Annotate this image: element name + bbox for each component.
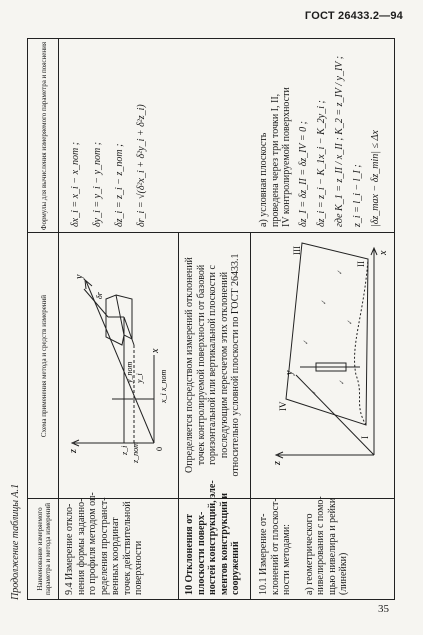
axis-label-z: z (68, 449, 79, 453)
rotated-table-page (10, 30, 395, 610)
svg-text:✓: ✓ (302, 339, 310, 345)
axis-label-x: x (378, 250, 389, 255)
svg-text:✓: ✓ (310, 389, 318, 395)
axis-label-y: y (284, 370, 295, 375)
table (27, 38, 395, 600)
coordinate-measurement-diagram (62, 237, 170, 495)
label-z-nom: z_nom (131, 442, 140, 463)
label-x-nom: x_nom (159, 369, 168, 391)
row-9-4-formulas: δx_i = x_i − x_nom ; δy_i = y_i − y_nom ; δz_i = z_i − z_nom ; δr_i = √(δ²x_i + δ²y_i + δ²z_i) (70, 104, 147, 227)
standard-code: ГОСТ 26433.2—94 (304, 10, 403, 22)
table-continuation-title: Продолжение таблицы А.1 (10, 483, 21, 600)
svg-text:✓: ✓ (338, 379, 346, 385)
row-10-1-formula-intro: а) условная плоскость проведена через три точки I, II, IV контролируемой поверхности (258, 87, 292, 227)
point-label-i: I (360, 436, 370, 439)
svg-text:✓: ✓ (320, 299, 328, 305)
label-zi: z_i (120, 445, 129, 455)
page-number: 35 (378, 603, 389, 615)
column-header-scheme: Схема применения метода и средств измерений (39, 294, 48, 438)
label-origin: 0 (155, 447, 164, 451)
row-10-1-name: 10.1 Измерение от- клонений от плоскост- ности методами: а) геометрического нивелирования с помо- щью нивелира и рейки (линейки) (258, 496, 349, 595)
label-delta-r: δr (95, 292, 104, 299)
column-header-formulas: Формулы для вычисления измеряемого параметра и пояснения (39, 41, 48, 231)
axis-label-y: y (74, 274, 85, 279)
axis-label-x: x (150, 348, 161, 353)
point-label-iv: IV (278, 401, 288, 411)
label-xi: x_i (159, 393, 168, 403)
row-9-4-name: 9.4 Измерение откло- нения формы заданно- го профиля методом оп- ределения пространст- венных координат точек действительной поверхности (64, 492, 144, 595)
row-divider (250, 233, 251, 599)
point-label-ii: II (356, 261, 366, 267)
axis-label-z: z (272, 461, 283, 465)
svg-text:✓: ✓ (336, 269, 344, 275)
row-10-description: Определяется посредством измерений отклонений точек контролируемой поверхности от базовой горизонтальной или вертикальной плоскости с последующим пересчетом этих отклонений относительно условной плоскости по ГОСТ 26433.1 (184, 253, 241, 477)
row-10-1-formulas: δz_I = δz_II = δz_IV = 0 ; δz_i = z_i − K_1x_i − K_2y_i ; где K_1 = z_II / x_II ; K_2 = z_IV / y_IV ; z_i = l_i − l_I ; |δz_max − δz_min| ≤ Δx (298, 55, 381, 227)
svg-text:✓: ✓ (346, 319, 354, 325)
point-label-iii: III (292, 246, 302, 255)
label-yi: y_i (135, 373, 144, 383)
table-header-row (28, 39, 59, 599)
flatness-leveling-diagram (256, 237, 390, 495)
row-10-name: 10 Отклонения от плоскости поверх- ностей конструкций, эле- ментов конструкций и сооружений (184, 480, 241, 595)
row-divider (178, 233, 179, 599)
column-divider (28, 232, 394, 233)
label-y-nom: y_nom (125, 361, 134, 383)
column-header-parameter: Наименование измеряемого параметра и метода измерений (35, 503, 52, 596)
